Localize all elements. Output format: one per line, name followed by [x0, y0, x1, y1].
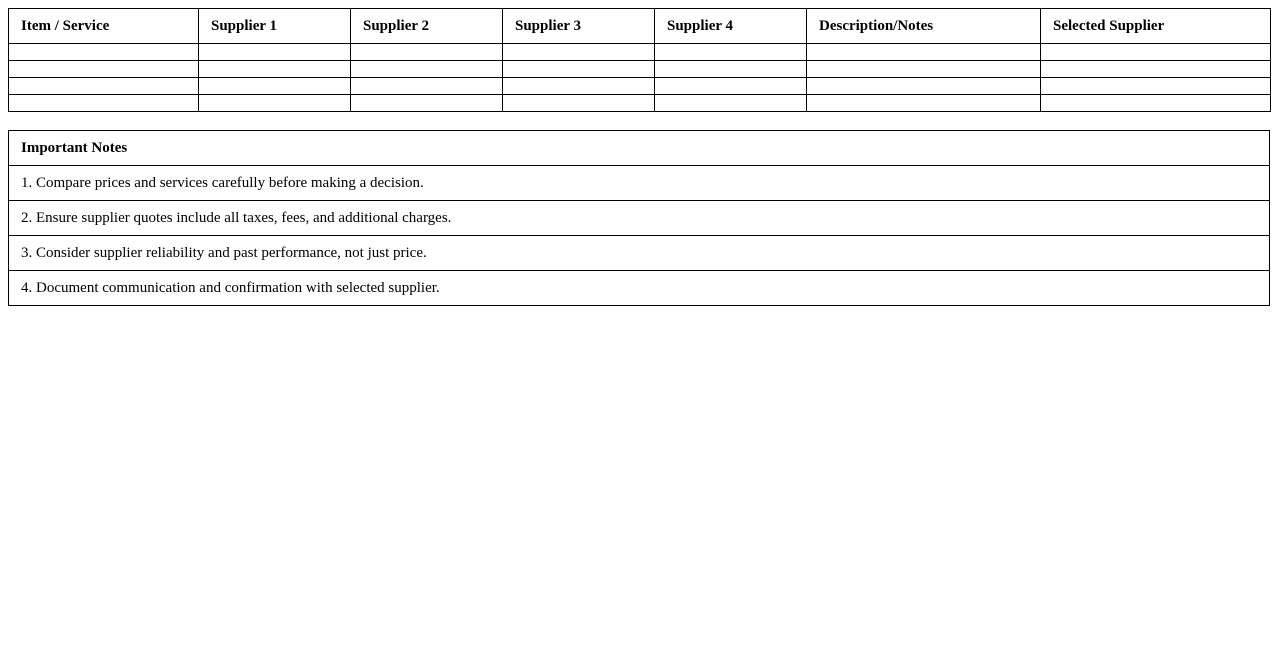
header-selected-supplier: Selected Supplier [1041, 9, 1271, 44]
table-cell[interactable] [351, 95, 503, 112]
header-item-service: Item / Service [9, 9, 199, 44]
table-cell[interactable] [655, 95, 807, 112]
table-cell[interactable] [9, 44, 199, 61]
list-item [9, 201, 1270, 236]
table-cell[interactable] [199, 78, 351, 95]
table-cell[interactable] [807, 61, 1041, 78]
header-supplier-1: Supplier 1 [199, 9, 351, 44]
table-cell[interactable] [655, 61, 807, 78]
table-cell[interactable] [199, 61, 351, 78]
note-item-3: 3. Consider supplier reliability and past performance, not just price. [9, 236, 1270, 271]
table-cell[interactable] [655, 78, 807, 95]
table-cell[interactable] [1041, 78, 1271, 95]
table-header-row [9, 9, 1271, 44]
list-item [9, 236, 1270, 271]
table-cell[interactable] [9, 61, 199, 78]
table-cell[interactable] [351, 61, 503, 78]
table-cell[interactable] [1041, 61, 1271, 78]
document-page [8, 8, 1270, 306]
table-cell[interactable] [807, 44, 1041, 61]
notes-heading-row [9, 131, 1270, 166]
header-supplier-4: Supplier 4 [655, 9, 807, 44]
header-description-notes: Description/Notes [807, 9, 1041, 44]
table-cell[interactable] [807, 78, 1041, 95]
table-cell[interactable] [1041, 95, 1271, 112]
note-item-2: 2. Ensure supplier quotes include all taxes, fees, and additional charges. [9, 201, 1270, 236]
table-cell[interactable] [503, 95, 655, 112]
table-cell[interactable] [351, 44, 503, 61]
notes-heading: Important Notes [9, 131, 1270, 166]
table-row [9, 44, 1271, 61]
list-item [9, 166, 1270, 201]
list-item [9, 271, 1270, 306]
table-row [9, 95, 1271, 112]
table-cell[interactable] [655, 44, 807, 61]
table-row [9, 61, 1271, 78]
table-cell[interactable] [199, 95, 351, 112]
table-cell[interactable] [503, 44, 655, 61]
supplier-comparison-table [8, 8, 1271, 112]
table-cell[interactable] [807, 95, 1041, 112]
header-supplier-3: Supplier 3 [503, 9, 655, 44]
important-notes-table [8, 130, 1270, 306]
note-item-4: 4. Document communication and confirmation with selected supplier. [9, 271, 1270, 306]
table-cell[interactable] [503, 61, 655, 78]
table-cell[interactable] [1041, 44, 1271, 61]
table-cell[interactable] [503, 78, 655, 95]
table-row [9, 78, 1271, 95]
note-item-1: 1. Compare prices and services carefully before making a decision. [9, 166, 1270, 201]
table-cell[interactable] [351, 78, 503, 95]
table-cell[interactable] [199, 44, 351, 61]
header-supplier-2: Supplier 2 [351, 9, 503, 44]
table-cell[interactable] [9, 78, 199, 95]
table-cell[interactable] [9, 95, 199, 112]
